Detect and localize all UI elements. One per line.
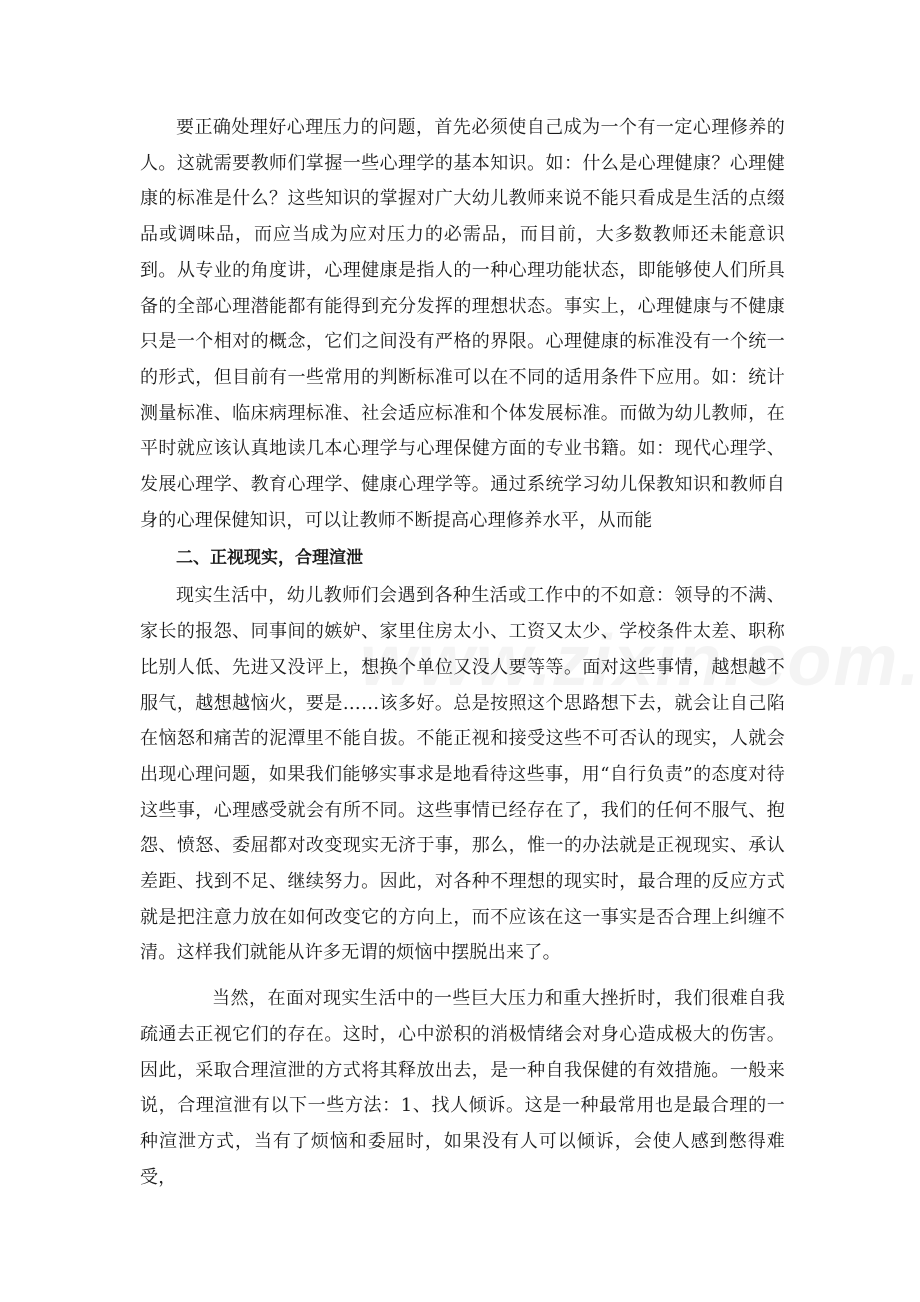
paragraph-reasonable-venting: 当然，在面对现实生活中的一些巨大压力和重大挫折时，我们很难自我疏通去正视它们的存在。这时，心中淤积的消极情绪会对身心造成极大的伤害。因此，采取合理渲泄的方式将其释放出去，是一种自我保健的有效措施。一般来说，合理渲泄有以下一些方法：1、找人倾诉。这是一种最常用也是最合理的一种渲泄方式，当有了烦恼和委屈时，如果没有人可以倾诉，会使人感到憋得难受， bbox=[140, 988, 785, 1188]
section-heading: 二、正视现实，合理渲泄 bbox=[176, 548, 363, 569]
document-page bbox=[140, 110, 785, 1195]
paragraph-psychological-cultivation: 要正确处理好心理压力的问题，首先必须使自己成为一个有一定心理修养的人。这就需要教师们掌握一些心理学的基本知识。如：什么是心理健康？心理健康的标准是什么？这些知识的掌握对广大幼儿教师来说不能只看成是生活的点缀品或调味品，而应当成为应对压力的必需品，而目前，大多数教师还未能意识到。从专业的角度讲，心理健康是指人的一种心理功能状态，即能够使人们所具备的全部心理潜能都有能得到充分发挥的理想状态。事实上，心理健康与不健康只是一个相对的概念，它们之间没有严格的界限。心理健康的标准没有一个统一的形式，但目前有一些常用的判断标准可以在不同的适用条件下应用。如：统计测量标准、临床病理标准、社会适应标准和个体发展标准。而做为幼儿教师，在平时就应该认真地读几本心理学与心理保健方面的专业书籍。如：现代心理学、发展心理学、教育心理学、健康心理学等。通过系统学习幼儿保教知识和教师自身的心理保健知识，可以让教师不断提高心理修养水平，从而能 bbox=[140, 117, 785, 531]
paragraph-face-reality: 现实生活中，幼儿教师们会遇到各种生活或工作中的不如意：领导的不满、家长的报怨、同事间的嫉妒、家里住房太小、工资又太少、学校条件太差、职称比别人低、先进又没评上，想换个单位又没人要等等。面对这些事情，越想越不服气，越想越恼火，要是……该多好。总是按照这个思路想下去，就会让自己陷在恼怒和痛苦的泥潭里不能自拔。不能正视和接受这些不可否认的现实，人就会出现心理问题，如果我们能够实事求是地看待这些事，用“自行负责”的态度对待这些事，心理感受就会有所不同。这些事情已经存在了，我们的任何不服气、抱怨、愤怒、委屈都对改变现实无济于事，那么，惟一的办法就是正视现实、承认差距、找到不足、继续努力。因此，对各种不理想的现实时，最合理的反应方式就是把注意力放在如何改变它的方向上，而不应该在这一事实是否合理上纠缠不清。这样我们就能从许多无谓的烦恼中摆脱出来了。 bbox=[140, 585, 785, 964]
